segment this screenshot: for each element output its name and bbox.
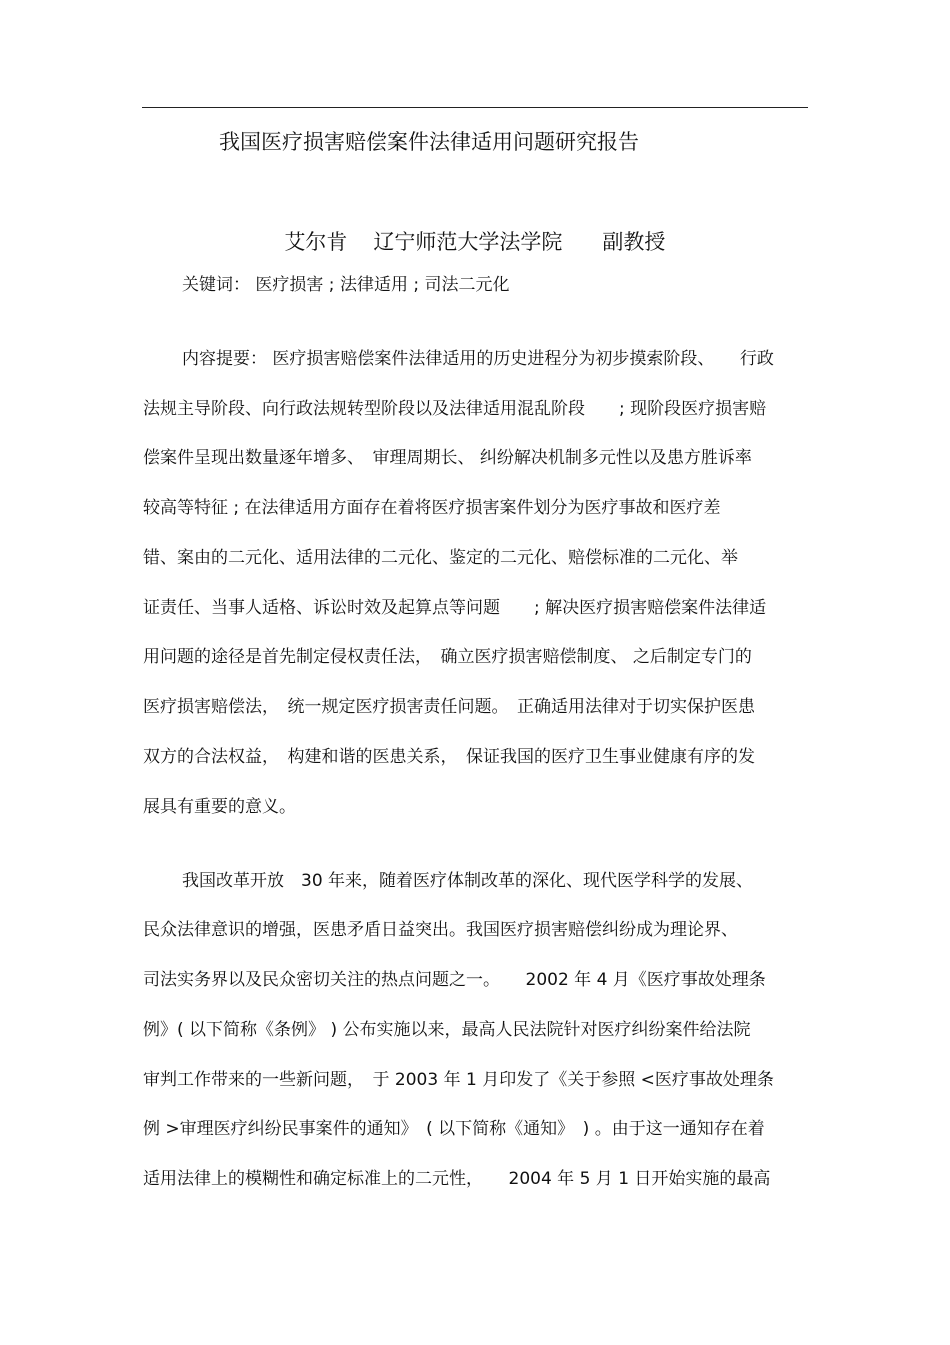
author-position: 副教授 (602, 230, 666, 254)
abstract-line: 证责任、当事人适格、诉讼时效及起算点等问题 ; 解决医疗损害赔偿案件法律适 (143, 598, 767, 618)
abstract-line: 用问题的途径是首先制定侵权责任法， 确立医疗损害赔偿制度、 之后制定专门的 (143, 647, 752, 667)
abstract-line: 错、案由的二元化、适用法律的二元化、鉴定的二元化、赔偿标准的二元化、举 (143, 548, 738, 568)
body-line: 审判工作带来的一些新问题， 于 2003 年 1 月印发了《关于参照 <医疗事故处理条 (143, 1070, 774, 1090)
keywords-line: 关键词： 医疗损害 ; 法律适用 ; 司法二元化 (182, 275, 510, 295)
body-line: 例》( 以下简称《条例》 ) 公布实施以来，最高人民法院针对医疗纠纷案件给法院 (143, 1020, 751, 1040)
abstract-line: 内容提要： 医疗损害赔偿案件法律适用的历史进程分为初步摸索阶段、 行政 (182, 349, 774, 369)
header-rule (142, 107, 808, 108)
abstract-line: 法规主导阶段、向行政法规转型阶段以及法律适用混乱阶段 ; 现阶段医疗损害赔 (143, 399, 767, 419)
abstract-line: 展具有重要的意义。 (143, 797, 296, 817)
body-line: 民众法律意识的增强，医患矛盾日益突出。我国医疗损害赔偿纠纷成为理论界、 (143, 920, 738, 940)
body-line: 例 >审理医疗纠纷民事案件的通知》 ( 以下简称《通知》 ) 。由于这一通知存在着 (143, 1119, 765, 1139)
body-line: 适用法律上的模糊性和确定标准上的二元性， 2004 年 5 月 1 日开始实施的最高 (143, 1169, 771, 1189)
body-line: 我国改革开放 30 年来，随着医疗体制改革的深化、现代医学科学的发展、 (182, 871, 754, 891)
abstract-line: 偿案件呈现出数量逐年增多、 审理周期长、 纠纷解决机制多元性以及患方胜诉率 (143, 448, 752, 468)
abstract-line: 医疗损害赔偿法， 统一规定医疗损害责任问题。 正确适用法律对于切实保护医患 (143, 697, 755, 717)
author-affiliation: 辽宁师范大学法学院 (373, 230, 563, 254)
body-line: 司法实务界以及民众密切关注的热点问题之一。 2002 年 4 月《医疗事故处理条 (143, 970, 766, 990)
author-line (271, 200, 665, 256)
author-name: 艾尔肯 (284, 230, 348, 254)
abstract-line: 较高等特征 ; 在法律适用方面存在着将医疗损害案件划分为医疗事故和医疗差 (143, 498, 721, 518)
document-title: 我国医疗损害赔偿案件法律适用问题研究报告 (219, 130, 639, 154)
abstract-line: 双方的合法权益， 构建和谐的医患关系， 保证我国的医疗卫生事业健康有序的发 (143, 747, 755, 767)
